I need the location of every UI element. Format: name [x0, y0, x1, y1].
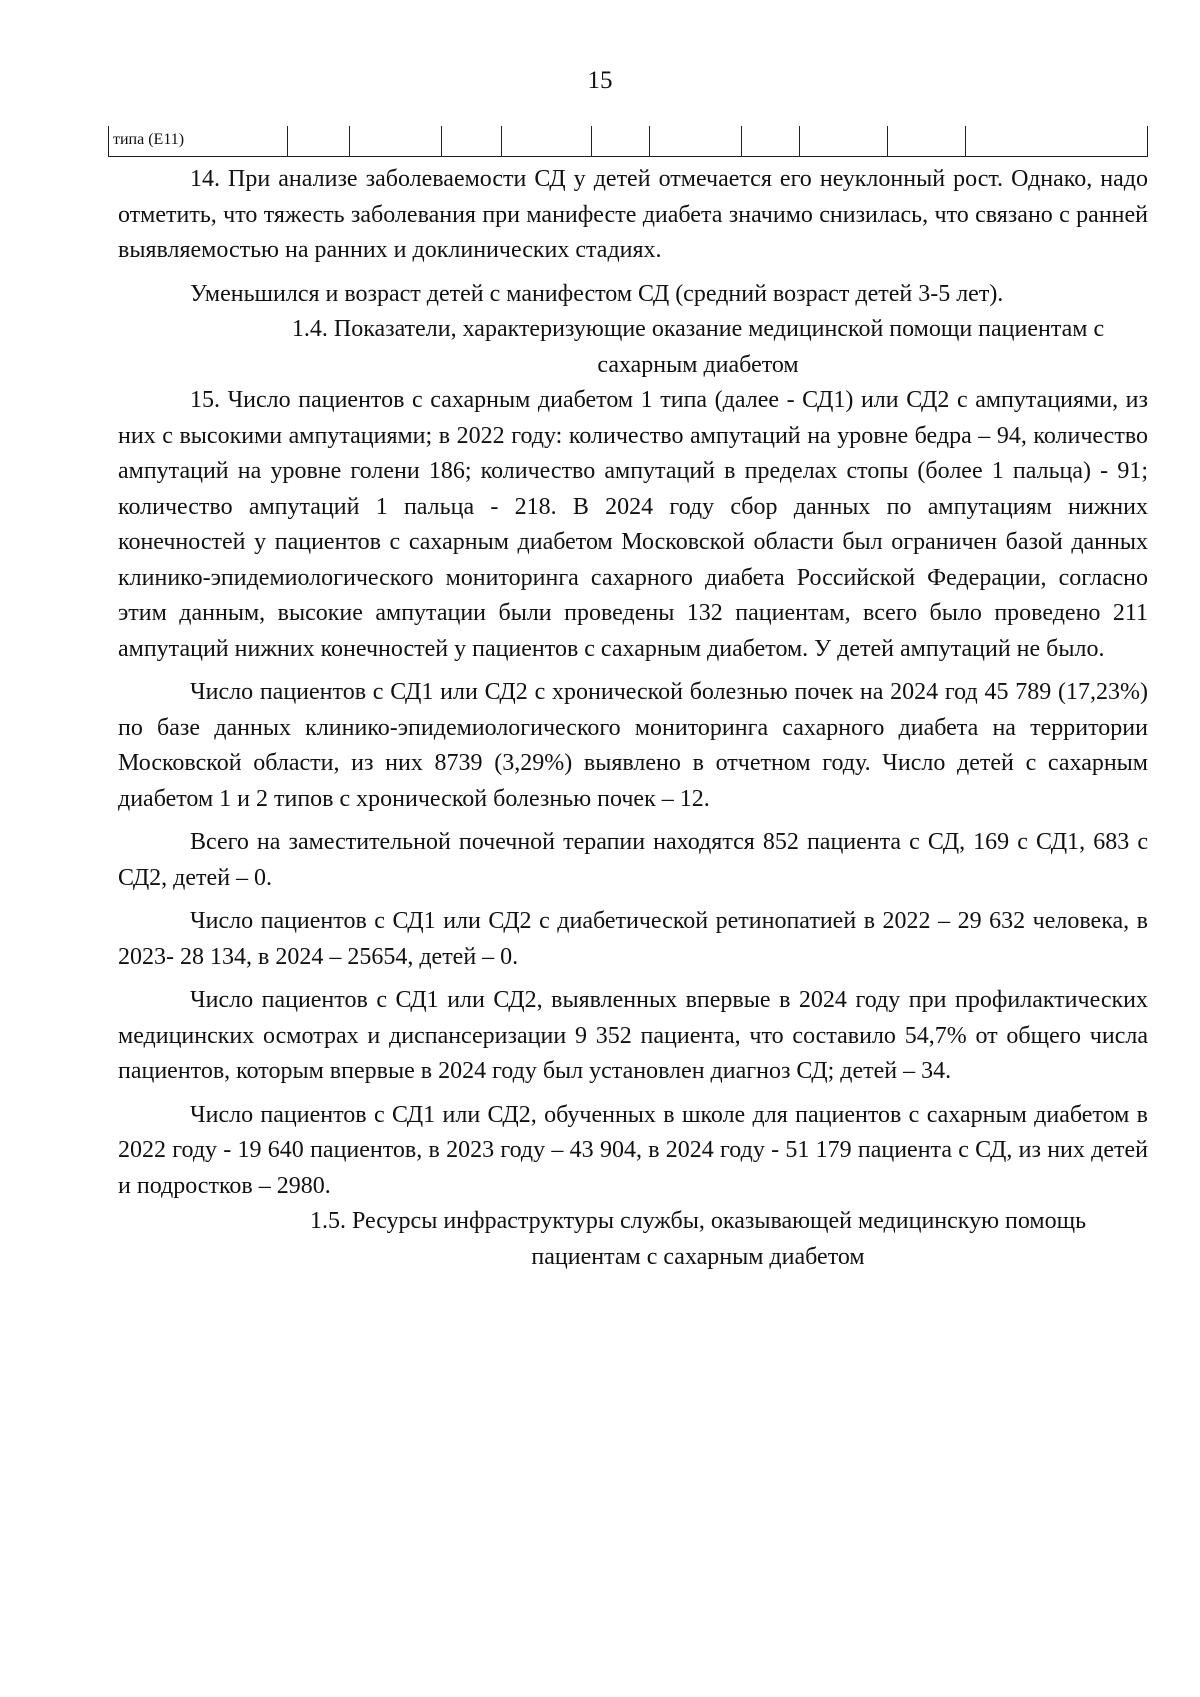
paragraph-kidney-disease: Число пациентов с СД1 или СД2 с хронической болезнью почек на 2024 год 45 789 (17,23%) по базе данных клинико-эпидемиологического мониторинга сахарного диабета на территории Московской области, из них 8739 (3,29%) выявлено в отчетном году. Число детей с сахарным диабетом 1 и 2 типов с хронической болезнью почек – 12. [118, 679, 1148, 812]
table-cell-divider [287, 126, 288, 156]
table-cell-divider [799, 126, 800, 156]
paragraph-retinopathy: Число пациентов с СД1 или СД2 с диабетической ретинопатией в 2022 – 29 632 человека, в 2023- 28 134, в 2024 – 25654, детей – 0. [118, 908, 1148, 970]
paragraph-14: 14. При анализе заболеваемости СД у детей отмечается его неуклонный рост. Однако, надо отметить, что тяжесть заболевания при манифесте диабета значимо снизилась, что связано с ранней выявляемостью на ранних и доклинических стадиях. [118, 166, 1148, 263]
page-number: 15 [587, 67, 613, 94]
paragraph-15-amputations: 15. Число пациентов с сахарным диабетом 1 типа (далее - СД1) или СД2 с ампутациями, из них с высокими ампутациями; в 2022 году: количество ампутаций на уровне бедра – 94, количество ампутаций на уровне голени 186; количество ампутаций в пределах стопы (более 1 пальца) - 91; количество ампутаций 1 пальца - 218. В 2024 году сбор данных по ампутациям нижних конечностей у пациентов с сахарным диабетом Московской области был ограничен базой данных клинико-эпидемиологического мониторинга сахарного диабета Российской Федерации, согласно этим данным, высокие ампутации были проведены 132 пациентам, всего было проведено 211 ампутаций нижних конечностей у пациентов с сахарным диабетом. У детей ампутаций не было. [118, 387, 1148, 662]
paragraph-first-detected: Число пациентов с СД1 или СД2, выявленных впервые в 2024 году при профилактических медицинских осмотрах и диспансеризации 9 352 пациента, что составило 54,7% от общего числа пациентов, которым впервые в 2024 году был установлен диагноз СД; детей – 34. [118, 987, 1148, 1084]
section-heading-1-4: 1.4. Показатели, характеризующие оказание медицинской помощи пациентам с сахарным диабетом [291, 316, 1105, 378]
table-row-label: типа (Е11) [113, 131, 185, 148]
table-cell-divider [741, 126, 742, 156]
document-body [118, 162, 1148, 1275]
paragraph-diabetes-school: Число пациентов с СД1 или СД2, обученных в школе для пациентов с сахарным диабетом в 2022 году - 19 640 пациентов, в 2023 году – 43 904, в 2024 году - 51 179 пациента с СД, из них детей и подростков – 2980. [118, 1101, 1148, 1199]
paragraph-age: Уменьшился и возраст детей с манифестом СД (средний возраст детей 3-5 лет). [190, 280, 1004, 307]
table-cell-divider [501, 126, 502, 156]
table-cell-divider [349, 126, 350, 156]
table-cell-divider [591, 126, 592, 156]
section-heading-1-5: 1.5. Ресурсы инфраструктуры службы, оказывающей медицинскую помощь пациентам с сахарным диабетом [309, 1208, 1087, 1270]
table-cell-divider [649, 126, 650, 156]
table-cell-divider [441, 126, 442, 156]
paragraph-renal-therapy: Всего на заместительной почечной терапии находятся 852 пациента с СД, 169 с СД1, 683 с СД2, детей – 0. [118, 829, 1148, 891]
table-cell-divider [965, 126, 966, 156]
table-cell-divider [887, 126, 888, 156]
table-fragment-row [108, 126, 1148, 157]
